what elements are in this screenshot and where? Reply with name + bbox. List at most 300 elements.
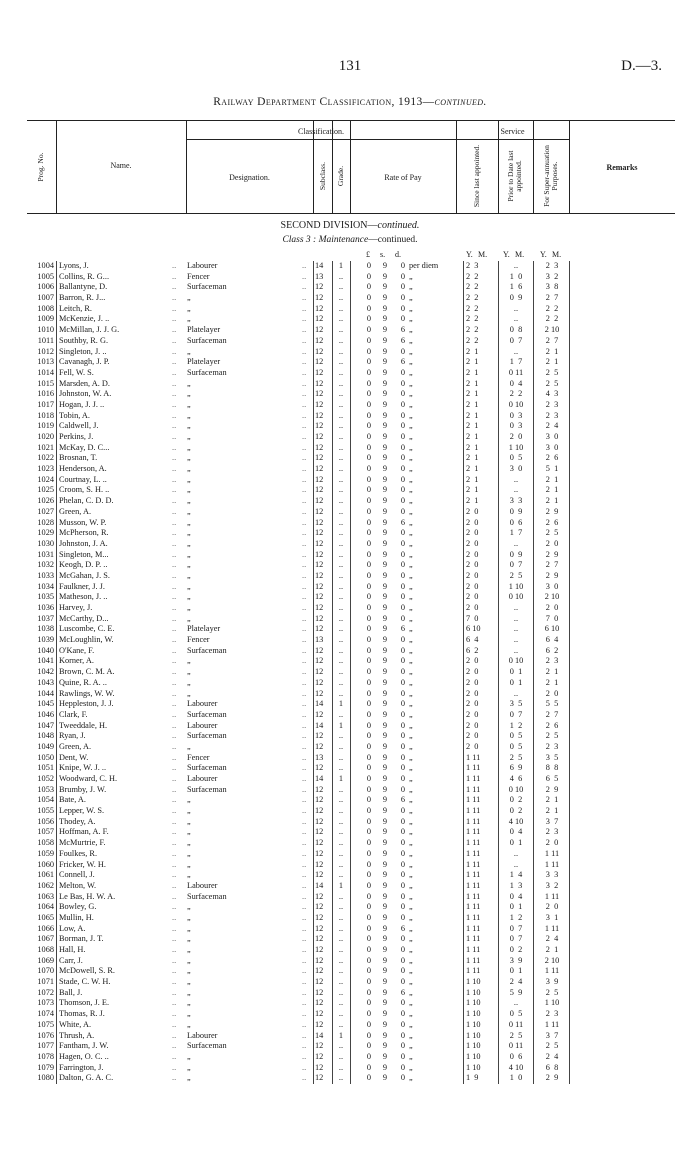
column-rule [569, 870, 570, 881]
service-since-last: 2 2 [466, 271, 479, 281]
pay-pounds: 0 [366, 314, 372, 324]
pay-pounds: 0 [366, 282, 372, 292]
grade: .. [338, 528, 344, 538]
grade: .. [338, 934, 344, 944]
column-rule [533, 731, 534, 742]
leader-dots: .. [172, 357, 177, 367]
prog-no: 1010 [37, 325, 54, 335]
column-rule [350, 1052, 351, 1063]
pay-pence: 0 [400, 827, 405, 837]
pay-shillings: 9 [382, 421, 388, 431]
column-rule [56, 817, 57, 828]
service-prior: 0 1 [509, 667, 523, 677]
subclass: 12 [315, 581, 324, 591]
column-rule [569, 528, 570, 539]
leader-dots: .. [172, 570, 177, 580]
column-rule [533, 806, 534, 817]
column-rule [533, 432, 534, 443]
service-since-last: 2 1 [466, 432, 479, 441]
column-rule [56, 1063, 57, 1074]
column-rule [533, 379, 534, 390]
designation: „ [187, 603, 191, 612]
column-rule [463, 464, 464, 475]
grade: 1 [338, 699, 344, 709]
service-superannuation: 2 2 [545, 303, 559, 313]
leader-dots: .. [302, 955, 307, 965]
service-prior: .. [513, 998, 519, 1008]
service-prior: 0 5 [509, 1009, 523, 1019]
subclass: 12 [315, 870, 324, 880]
employee-name: Woodward, C. H. [59, 774, 118, 783]
subclass: 12 [315, 432, 324, 441]
pay-pounds: 0 [366, 367, 372, 377]
column-rule [533, 550, 534, 561]
column-rule [56, 614, 57, 625]
leader-dots: .. [172, 432, 177, 441]
leader-dots: .. [302, 389, 307, 399]
leader-dots: .. [172, 293, 177, 303]
column-rule [56, 966, 57, 977]
pay-pounds: 0 [366, 1019, 372, 1029]
subclass: 12 [315, 303, 324, 313]
column-rule [498, 443, 499, 454]
service-superannuation: 2 10 [544, 955, 560, 965]
service-since-last: 1 11 [466, 880, 481, 890]
leader-dots: .. [172, 816, 177, 826]
leader-dots: .. [302, 945, 307, 954]
column-rule [313, 347, 314, 358]
leader-dots: .. [172, 838, 177, 848]
column-rule [569, 806, 570, 817]
column-rule [463, 860, 464, 871]
column-rule [569, 304, 570, 315]
table-row [0, 817, 700, 828]
pay-shillings: 9 [382, 399, 388, 409]
column-rule [533, 785, 534, 796]
subclass: 12 [315, 688, 324, 698]
column-rule [313, 998, 314, 1009]
pay-pence: 0 [400, 806, 405, 816]
designation: Platelayer [187, 357, 221, 367]
designation: „ [187, 998, 191, 1008]
column-rule [313, 432, 314, 443]
leader-dots: .. [302, 731, 307, 741]
designation: „ [187, 378, 191, 388]
leader-dots: .. [172, 282, 177, 292]
column-rule [569, 656, 570, 667]
pay-shillings: 9 [382, 432, 388, 441]
prog-no: 1076 [37, 1030, 54, 1040]
column-rule [533, 753, 534, 764]
service-since-last: 6 2 [466, 645, 479, 655]
employee-name: Caldwell, J. [59, 421, 99, 431]
leader-dots: .. [172, 581, 177, 591]
page-number: 131 [338, 58, 362, 74]
subclass: 14 [315, 1030, 324, 1040]
table-row [0, 550, 700, 561]
column-rule [533, 368, 534, 379]
pay-pence: 0 [400, 1051, 405, 1061]
designation: Labourer [187, 261, 218, 270]
leader-dots: .. [302, 1041, 307, 1051]
leader-dots: .. [172, 271, 177, 281]
column-rule [313, 507, 314, 518]
employee-name: Johnston, W. A. [59, 389, 112, 399]
column-rule [498, 1020, 499, 1031]
pay-shillings: 9 [382, 570, 388, 580]
leader-dots: .. [172, 902, 177, 912]
leader-dots: .. [302, 410, 307, 420]
leader-dots: .. [302, 421, 307, 431]
leader-dots: .. [172, 741, 177, 751]
column-rule [313, 753, 314, 764]
designation: „ [187, 314, 191, 324]
column-rule [350, 924, 351, 935]
employee-name: Leitch, R. [59, 303, 92, 313]
column-rule [569, 336, 570, 347]
employee-name: Fantham, J. W. [59, 1041, 109, 1051]
column-rule [569, 475, 570, 486]
prog-no: 1059 [37, 848, 54, 858]
column-rule [463, 774, 464, 785]
pay-unit: „ [409, 399, 413, 409]
prog-no: 1080 [37, 1073, 54, 1083]
service-superannuation: 5 1 [545, 464, 559, 474]
designation: „ [187, 902, 191, 912]
service-prior: 1 10 [508, 581, 524, 591]
column-rule [56, 860, 57, 871]
column-rule [350, 742, 351, 753]
column-rule [569, 956, 570, 967]
subclass: 12 [315, 410, 324, 420]
column-rule [533, 1020, 534, 1031]
grade: .. [338, 1062, 344, 1072]
employee-name: McCarthy, D... [59, 613, 109, 623]
service-prior: 0 3 [509, 410, 523, 420]
pay-shillings: 9 [382, 677, 388, 687]
pay-pence: 0 [400, 603, 405, 612]
prog-no: 1033 [37, 570, 54, 580]
service-prior: 2 0 [509, 432, 523, 441]
pay-unit: „ [409, 453, 413, 463]
leader-dots: .. [302, 335, 307, 345]
pay-unit: „ [409, 303, 413, 313]
column-rule [533, 988, 534, 999]
column-rule [350, 1031, 351, 1042]
column-rule [463, 293, 464, 304]
subclass: 12 [315, 1041, 324, 1051]
grade: .. [338, 325, 344, 335]
service-since-last: 1 10 [466, 1051, 481, 1061]
column-rule [56, 731, 57, 742]
leader-dots: .. [302, 870, 307, 880]
designation: Surfaceman [187, 367, 227, 377]
pay-shillings: 9 [382, 784, 388, 794]
employee-name: Dent, W. [59, 752, 89, 762]
pay-pounds: 0 [366, 816, 372, 826]
designation: „ [187, 848, 191, 858]
designation: „ [187, 838, 191, 848]
leader-dots: .. [172, 709, 177, 719]
subclass: 12 [315, 955, 324, 965]
service-superannuation: 3 3 [545, 870, 559, 880]
service-superannuation: 2 1 [545, 945, 559, 954]
employee-name: McMurtrie, F. [59, 838, 106, 848]
service-superannuation: 3 5 [545, 752, 559, 762]
column-rule [56, 774, 57, 785]
table-row [0, 304, 700, 315]
column-rule [56, 977, 57, 988]
grade: .. [338, 998, 344, 1008]
grade: .. [338, 421, 344, 431]
pay-unit: „ [409, 752, 413, 762]
leader-dots: .. [172, 528, 177, 538]
column-rule [569, 795, 570, 806]
service-superannuation: 2 0 [545, 538, 559, 548]
leader-dots: .. [302, 966, 307, 976]
column-rule [533, 667, 534, 678]
column-rule [569, 485, 570, 496]
leader-dots: .. [302, 624, 307, 634]
table-row [0, 699, 700, 710]
leader-dots: .. [172, 367, 177, 377]
grade: .. [338, 314, 344, 324]
pay-pence: 0 [400, 966, 405, 976]
pay-pounds: 0 [366, 966, 372, 976]
column-rule [350, 795, 351, 806]
column-rule [56, 699, 57, 710]
pay-unit: „ [409, 784, 413, 794]
header-prior-to-date: Prior to Date last appointed. [506, 150, 523, 202]
column-rule [313, 453, 314, 464]
grade: .. [338, 485, 344, 495]
pay-unit: „ [409, 859, 413, 869]
section-division: SECOND DIVISION— [280, 220, 378, 231]
column-rule [332, 389, 333, 400]
prog-no: 1014 [37, 367, 54, 377]
column-rule [332, 443, 333, 454]
column-rule [463, 1073, 464, 1084]
pay-unit: „ [409, 731, 413, 741]
column-rule [533, 656, 534, 667]
column-rule [569, 496, 570, 507]
pay-pounds: 0 [366, 389, 372, 399]
service-prior: .. [513, 603, 519, 612]
column-rule [533, 689, 534, 700]
leader-dots: .. [302, 806, 307, 816]
service-superannuation: 3 0 [545, 432, 559, 441]
column-rule [498, 1009, 499, 1020]
title-continued: continued. [434, 96, 487, 108]
pay-pence: 0 [400, 1073, 405, 1083]
column-rule [463, 389, 464, 400]
header-grade: Grade. [336, 165, 345, 187]
grade: .. [338, 560, 344, 570]
pay-pounds: 0 [366, 410, 372, 420]
designation: „ [187, 432, 191, 441]
designation: „ [187, 410, 191, 420]
pay-unit: „ [409, 987, 413, 997]
service-prior: 0 5 [509, 741, 523, 751]
service-superannuation: 2 1 [545, 474, 559, 484]
subclass: 12 [315, 859, 324, 869]
pay-pence: 0 [400, 977, 405, 987]
column-rule [313, 892, 314, 903]
column-rule [569, 860, 570, 871]
designation: „ [187, 816, 191, 826]
column-rule [332, 550, 333, 561]
designation: „ [187, 1073, 191, 1083]
column-rule [569, 389, 570, 400]
column-rule [56, 314, 57, 325]
leader-dots: .. [302, 699, 307, 709]
column-rule [332, 453, 333, 464]
column-rule [569, 421, 570, 432]
column-rule [350, 293, 351, 304]
column-rule [56, 667, 57, 678]
service-superannuation: 6 10 [544, 624, 560, 634]
employee-name: Brumby, J. W. [59, 784, 107, 794]
column-rule [533, 507, 534, 518]
prog-no: 1054 [37, 795, 54, 805]
pay-pounds: 0 [366, 293, 372, 303]
column-rule [350, 881, 351, 892]
pay-unit: „ [409, 838, 413, 848]
prog-no: 1048 [37, 731, 54, 741]
service-prior: 0 5 [509, 731, 523, 741]
pay-pence: 0 [400, 581, 405, 591]
pay-unit: „ [409, 923, 413, 933]
column-rule [56, 496, 57, 507]
grade: .. [338, 378, 344, 388]
column-rule [533, 646, 534, 657]
prog-no: 1049 [37, 741, 54, 751]
subclass: 12 [315, 570, 324, 580]
column-rule [533, 528, 534, 539]
designation: „ [187, 346, 191, 356]
service-prior: 1 6 [509, 282, 523, 292]
column-rule [56, 988, 57, 999]
column-rule [332, 849, 333, 860]
employee-name: Perkins, J. [59, 432, 94, 441]
leader-dots: .. [302, 816, 307, 826]
designation: „ [187, 1062, 191, 1072]
leader-dots: .. [172, 848, 177, 858]
service-superannuation: 5 5 [545, 699, 559, 709]
table-row [0, 1063, 700, 1074]
prog-no: 1023 [37, 464, 54, 474]
column-rule [498, 763, 499, 774]
pay-unit: „ [409, 549, 413, 559]
service-since-last: 1 10 [466, 1030, 481, 1040]
service-prior: 0 4 [509, 827, 523, 837]
designation: Surfaceman [187, 282, 227, 292]
leader-dots: .. [302, 763, 307, 773]
column-rule [533, 817, 534, 828]
column-rule [463, 582, 464, 593]
column-rule [313, 988, 314, 999]
column-rule [56, 464, 57, 475]
pay-pence: 0 [400, 699, 405, 709]
leader-dots: .. [172, 880, 177, 890]
column-rule [463, 571, 464, 582]
pay-shillings: 9 [382, 1073, 388, 1083]
column-rule [350, 678, 351, 689]
pay-unit: „ [409, 538, 413, 548]
column-rule [313, 881, 314, 892]
pay-shillings: 9 [382, 581, 388, 591]
prog-no: 1065 [37, 912, 54, 922]
grade: .. [338, 389, 344, 399]
column-rule [350, 272, 351, 283]
pay-pence: 0 [400, 432, 405, 441]
prog-no: 1063 [37, 891, 54, 901]
employee-name: Croom, S. H. .. [59, 485, 110, 495]
grade: .. [338, 955, 344, 965]
prog-no: 1078 [37, 1051, 54, 1061]
pay-pence: 0 [400, 838, 405, 848]
designation: „ [187, 517, 191, 527]
column-rule [569, 934, 570, 945]
column-rule [498, 571, 499, 582]
column-rule [533, 539, 534, 550]
designation: Surfaceman [187, 891, 227, 901]
pay-unit: „ [409, 410, 413, 420]
leader-dots: .. [302, 987, 307, 997]
pay-pence: 0 [400, 613, 405, 623]
column-rule [463, 870, 464, 881]
pay-shillings: 9 [382, 699, 388, 709]
pay-pounds: 0 [366, 474, 372, 484]
column-rule [498, 892, 499, 903]
service-prior: 3 3 [509, 496, 523, 506]
prog-no: 1026 [37, 496, 54, 506]
column-rule [463, 945, 464, 956]
column-rule [313, 635, 314, 646]
leader-dots: .. [172, 699, 177, 709]
service-since-last: 2 0 [466, 699, 479, 709]
subclass: 12 [315, 677, 324, 687]
column-rule [498, 336, 499, 347]
column-rule [533, 892, 534, 903]
service-since-last: 1 11 [466, 870, 481, 880]
column-rule [313, 550, 314, 561]
column-rule [332, 272, 333, 283]
service-prior: 0 10 [508, 656, 524, 666]
column-rule [313, 656, 314, 667]
pay-unit: „ [409, 1009, 413, 1019]
leader-dots: .. [172, 1030, 177, 1040]
pay-shillings: 9 [382, 1019, 388, 1029]
column-rule [569, 453, 570, 464]
service-superannuation: 1 11 [544, 891, 560, 901]
table-row [0, 347, 700, 358]
column-rule [350, 785, 351, 796]
column-rule [56, 432, 57, 443]
service-since-last: 7 0 [466, 613, 479, 623]
column-rule [56, 368, 57, 379]
column-rule [313, 1052, 314, 1063]
column-rule [498, 731, 499, 742]
service-since-last: 2 0 [466, 709, 479, 719]
grade: .. [338, 549, 344, 559]
leader-dots: .. [302, 1019, 307, 1029]
employee-name: Faulkner, J. J. [59, 581, 105, 591]
column-rule [350, 934, 351, 945]
leader-dots: .. [172, 827, 177, 837]
column-rule [569, 667, 570, 678]
column-rule [498, 646, 499, 657]
